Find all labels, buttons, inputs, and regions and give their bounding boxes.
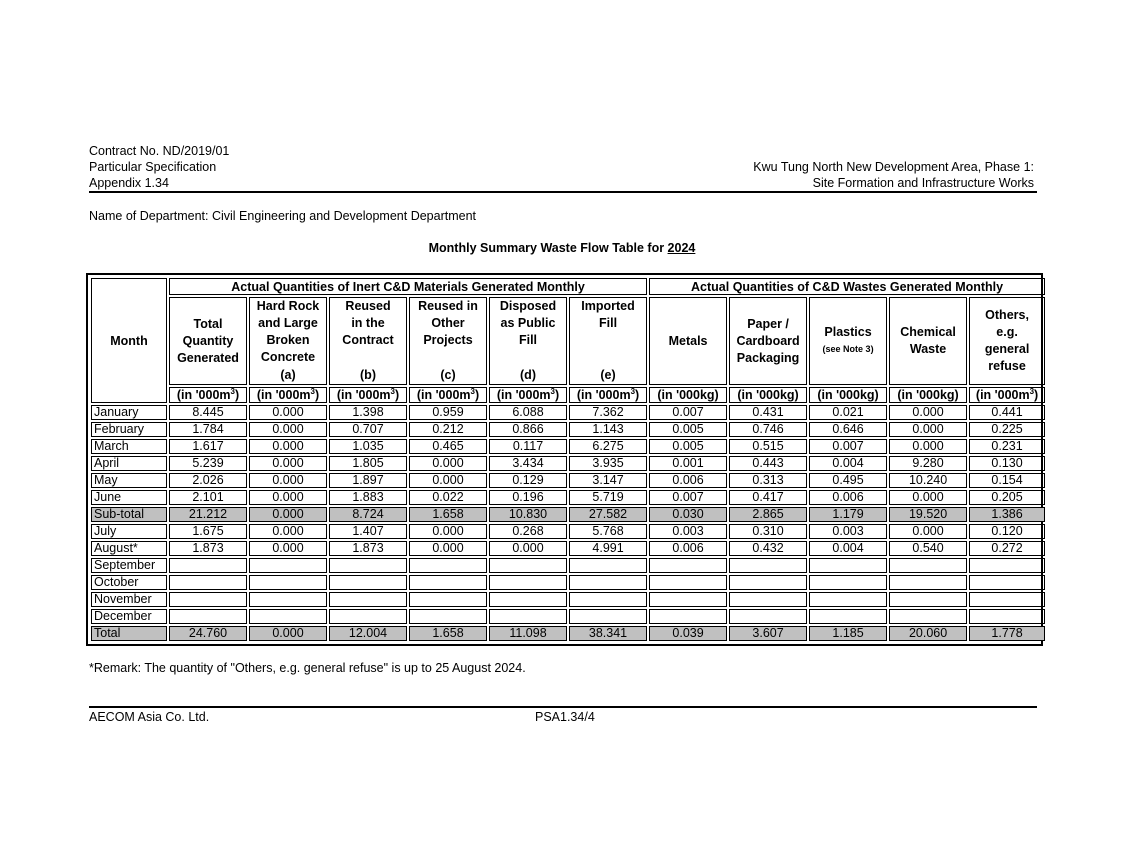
month-cell: December [91, 609, 167, 624]
column-header-line: e.g. [996, 325, 1018, 339]
value-cell: 0.000 [409, 541, 487, 556]
month-cell: April [91, 456, 167, 471]
unit-label [809, 387, 887, 403]
unit-close: ) [635, 388, 640, 402]
column-header [569, 297, 647, 385]
column-header [409, 297, 487, 385]
value-cell [649, 558, 727, 573]
value-cell [489, 609, 567, 624]
value-cell [729, 558, 807, 573]
value-cell: 20.060 [889, 626, 967, 641]
unit-label [329, 387, 407, 403]
unit-text: (in '000kg) [817, 388, 879, 402]
column-code: (e) [600, 368, 616, 382]
value-cell: 10.240 [889, 473, 967, 488]
value-cell [969, 609, 1045, 624]
value-cell: 1.143 [569, 422, 647, 437]
value-cell: 1.778 [969, 626, 1045, 641]
value-cell [489, 575, 567, 590]
value-cell: 0.310 [729, 524, 807, 539]
value-cell [889, 558, 967, 573]
value-cell: 0.000 [409, 524, 487, 539]
value-cell [169, 609, 247, 624]
column-header [169, 297, 247, 385]
table-row [91, 609, 1045, 624]
column-header-line: Paper / [747, 316, 789, 331]
table-row [91, 490, 1045, 505]
unit-superscript: 3 [310, 386, 315, 396]
cd-wastes-group-header: Actual Quantities of C&D Wastes Generated Monthly [649, 278, 1045, 295]
value-cell [729, 575, 807, 590]
value-cell: 0.007 [649, 405, 727, 420]
month-cell: August* [91, 541, 167, 556]
unit-text: (in '000m [576, 388, 631, 402]
column-header-line: Plastics [824, 325, 872, 339]
value-cell: 0.000 [889, 422, 967, 437]
value-cell: 0.000 [249, 422, 327, 437]
value-cell: 6.275 [569, 439, 647, 454]
value-cell [809, 575, 887, 590]
value-cell [249, 558, 327, 573]
value-cell: 0.000 [249, 456, 327, 471]
value-cell [569, 592, 647, 607]
header-divider [89, 191, 1037, 193]
column-header [649, 297, 727, 385]
unit-label [409, 387, 487, 403]
value-cell: 0.000 [889, 490, 967, 505]
value-cell: 0.268 [489, 524, 567, 539]
value-cell [409, 609, 487, 624]
unit-superscript: 3 [470, 386, 475, 396]
value-cell [249, 609, 327, 624]
column-header-line: general [984, 342, 1030, 356]
column-header-line: refuse [988, 359, 1026, 373]
value-cell: 0.417 [729, 490, 807, 505]
column-header-line: Concrete [260, 350, 316, 364]
value-cell: 0.021 [809, 405, 887, 420]
value-cell [489, 592, 567, 607]
value-cell: 0.005 [649, 422, 727, 437]
unit-label [569, 387, 647, 403]
unit-close: ) [234, 388, 240, 402]
table-row [91, 541, 1045, 556]
value-cell [969, 575, 1045, 590]
unit-label [249, 387, 327, 403]
month-cell: March [91, 439, 167, 454]
column-header [809, 297, 887, 385]
value-cell: 0.000 [249, 405, 327, 420]
value-cell: 0.431 [729, 405, 807, 420]
column-header-line: Projects [423, 333, 473, 347]
value-cell [329, 558, 407, 573]
value-cell: 1.398 [329, 405, 407, 420]
waste-flow-table-container [86, 273, 1043, 646]
value-cell: 0.004 [809, 456, 887, 471]
column-header-line: Contract [342, 333, 394, 347]
unit-text: (in '000kg) [897, 388, 959, 402]
footer-company: AECOM Asia Co. Ltd. [89, 710, 210, 724]
appendix-label: Appendix 1.34 [89, 176, 169, 190]
value-cell: 5.239 [169, 456, 247, 471]
table-total-row [91, 626, 1045, 641]
value-cell: 0.000 [249, 541, 327, 556]
column-header [729, 297, 807, 385]
month-cell: Sub-total [91, 507, 167, 522]
column-header [329, 297, 407, 385]
column-header-line: Chemical [900, 325, 956, 339]
unit-superscript: 3 [230, 386, 235, 396]
unit-header-row [91, 387, 1045, 403]
group-header-row [91, 278, 1045, 295]
value-cell: 3.935 [569, 456, 647, 471]
value-cell: 1.185 [809, 626, 887, 641]
value-cell: 4.991 [569, 541, 647, 556]
value-cell: 0.212 [409, 422, 487, 437]
value-cell: 0.225 [969, 422, 1045, 437]
column-header-line: Quantity [182, 333, 234, 348]
value-cell [489, 558, 567, 573]
value-cell: 0.130 [969, 456, 1045, 471]
value-cell: 2.026 [169, 473, 247, 488]
value-cell [329, 592, 407, 607]
value-cell: 1.179 [809, 507, 887, 522]
month-cell: January [91, 405, 167, 420]
unit-close: ) [1034, 388, 1039, 402]
value-cell: 0.515 [729, 439, 807, 454]
value-cell: 0.129 [489, 473, 567, 488]
column-code: (b) [360, 368, 376, 382]
unit-label [969, 387, 1045, 403]
value-cell: 0.000 [889, 405, 967, 420]
value-cell [649, 609, 727, 624]
value-cell: 0.231 [969, 439, 1045, 454]
value-cell: 0.000 [889, 524, 967, 539]
value-cell: 0.441 [969, 405, 1045, 420]
value-cell: 0.707 [329, 422, 407, 437]
column-header-line: Waste [909, 342, 947, 356]
value-cell: 1.873 [329, 541, 407, 556]
value-cell [409, 592, 487, 607]
value-cell [809, 609, 887, 624]
value-cell: 24.760 [169, 626, 247, 641]
column-code: (a) [280, 368, 296, 382]
value-cell: 0.006 [809, 490, 887, 505]
value-cell [889, 592, 967, 607]
value-cell: 0.001 [649, 456, 727, 471]
unit-label [649, 387, 727, 403]
specification-label: Particular Specification [89, 160, 217, 174]
column-header-line: Fill [599, 316, 618, 330]
unit-label [169, 387, 247, 403]
value-cell [729, 592, 807, 607]
unit-text: (in '000m [176, 388, 231, 402]
department-name: Name of Department: Civil Engineering and Development Department [89, 209, 476, 223]
column-header-line: Broken [266, 333, 310, 347]
value-cell: 38.341 [569, 626, 647, 641]
column-code: (c) [440, 368, 456, 382]
value-cell: 27.582 [569, 507, 647, 522]
value-cell [409, 558, 487, 573]
remark-note: *Remark: The quantity of "Others, e.g. general refuse" is up to 25 August 2024. [89, 661, 526, 675]
month-cell: May [91, 473, 167, 488]
value-cell: 0.000 [249, 490, 327, 505]
value-cell: 1.658 [409, 626, 487, 641]
value-cell: 8.724 [329, 507, 407, 522]
month-cell: November [91, 592, 167, 607]
value-cell: 0.006 [649, 541, 727, 556]
table-row [91, 524, 1045, 539]
value-cell: 1.407 [329, 524, 407, 539]
value-cell: 1.873 [169, 541, 247, 556]
value-cell: 0.000 [249, 439, 327, 454]
value-cell: 0.866 [489, 422, 567, 437]
document-header-left [89, 143, 229, 191]
value-cell: 2.865 [729, 507, 807, 522]
value-cell: 2.101 [169, 490, 247, 505]
value-cell [649, 592, 727, 607]
value-cell: 1.805 [329, 456, 407, 471]
value-cell: 1.675 [169, 524, 247, 539]
value-cell: 1.897 [329, 473, 407, 488]
footer-page-ref: PSA1.34/4 [535, 710, 595, 724]
value-cell [969, 558, 1045, 573]
column-header-line: Cardboard [736, 333, 800, 348]
value-cell: 0.039 [649, 626, 727, 641]
value-cell: 3.434 [489, 456, 567, 471]
value-cell: 0.000 [249, 473, 327, 488]
value-cell: 6.088 [489, 405, 567, 420]
unit-close: ) [474, 388, 480, 402]
unit-label [489, 387, 567, 403]
unit-superscript: 3 [550, 386, 555, 396]
value-cell [569, 575, 647, 590]
value-cell: 0.540 [889, 541, 967, 556]
project-title-line2: Site Formation and Infrastructure Works [812, 176, 1034, 190]
value-cell [649, 575, 727, 590]
value-cell: 0.000 [249, 626, 327, 641]
value-cell: 0.000 [409, 456, 487, 471]
column-header-line: Metals [668, 333, 708, 348]
value-cell [889, 609, 967, 624]
value-cell: 21.212 [169, 507, 247, 522]
value-cell: 0.465 [409, 439, 487, 454]
value-cell: 7.362 [569, 405, 647, 420]
value-cell: 0.272 [969, 541, 1045, 556]
value-cell: 0.000 [489, 541, 567, 556]
value-cell: 0.000 [889, 439, 967, 454]
value-cell: 0.443 [729, 456, 807, 471]
value-cell: 1.883 [329, 490, 407, 505]
unit-superscript: 3 [390, 386, 395, 396]
month-cell: June [91, 490, 167, 505]
table-title-text: Monthly Summary Waste Flow Table for [428, 241, 668, 255]
value-cell: 0.007 [649, 490, 727, 505]
value-cell: 1.386 [969, 507, 1045, 522]
value-cell: 0.154 [969, 473, 1045, 488]
value-cell: 0.007 [809, 439, 887, 454]
value-cell [969, 592, 1045, 607]
value-cell: 5.768 [569, 524, 647, 539]
table-row [91, 439, 1045, 454]
unit-text: (in '000kg) [737, 388, 799, 402]
value-cell [569, 558, 647, 573]
value-cell: 1.617 [169, 439, 247, 454]
value-cell: 8.445 [169, 405, 247, 420]
value-cell: 10.830 [489, 507, 567, 522]
value-cell: 0.000 [409, 473, 487, 488]
month-cell: October [91, 575, 167, 590]
column-header [889, 297, 967, 385]
unit-text: (in '000kg) [657, 388, 719, 402]
project-title-line1: Kwu Tung North New Development Area, Phase 1: [753, 160, 1034, 174]
value-cell: 0.205 [969, 490, 1045, 505]
value-cell: 0.196 [489, 490, 567, 505]
value-cell: 12.004 [329, 626, 407, 641]
value-cell: 1.658 [409, 507, 487, 522]
value-cell: 0.022 [409, 490, 487, 505]
value-cell: 0.006 [649, 473, 727, 488]
column-header-row [91, 297, 1045, 385]
value-cell: 5.719 [569, 490, 647, 505]
inert-materials-group-header: Actual Quantities of Inert C&D Materials Generated Monthly [169, 278, 647, 295]
unit-text: (in '000m [336, 388, 391, 402]
unit-superscript: 3 [630, 386, 636, 396]
value-cell [809, 558, 887, 573]
value-cell [569, 609, 647, 624]
value-cell [329, 609, 407, 624]
value-cell [729, 609, 807, 624]
month-cell: September [91, 558, 167, 573]
column-header-line: Disposed [499, 299, 557, 313]
table-row [91, 575, 1045, 590]
column-header-line: in the [351, 316, 385, 330]
value-cell: 0.746 [729, 422, 807, 437]
value-cell: 0.313 [729, 473, 807, 488]
value-cell: 3.607 [729, 626, 807, 641]
unit-close: ) [554, 388, 560, 402]
column-header-line: Total [193, 316, 223, 331]
unit-text: (in '000m [256, 388, 311, 402]
column-header-line: Packaging [736, 350, 800, 365]
value-cell [809, 592, 887, 607]
value-cell: 1.784 [169, 422, 247, 437]
contract-number: Contract No. ND/2019/01 [89, 144, 230, 158]
value-cell [169, 575, 247, 590]
value-cell: 0.646 [809, 422, 887, 437]
value-cell [249, 592, 327, 607]
value-cell: 0.003 [649, 524, 727, 539]
month-cell: Total [91, 626, 167, 641]
table-title [0, 241, 1124, 255]
unit-text: (in '000m [496, 388, 551, 402]
value-cell: 0.959 [409, 405, 487, 420]
footer-divider [89, 706, 1037, 708]
value-cell: 0.003 [809, 524, 887, 539]
value-cell: 0.000 [249, 507, 327, 522]
value-cell: 3.147 [569, 473, 647, 488]
value-cell: 0.120 [969, 524, 1045, 539]
column-header-note: (see Note 3) [822, 344, 874, 354]
unit-superscript: 3 [1029, 386, 1035, 396]
value-cell: 1.035 [329, 439, 407, 454]
month-cell: February [91, 422, 167, 437]
column-header-line: Other [431, 316, 465, 330]
column-header-line: and Large [258, 316, 318, 330]
document-header-right [753, 159, 1034, 191]
month-column-header: Month [91, 278, 167, 403]
table-row [91, 592, 1045, 607]
column-code: (d) [520, 368, 536, 382]
column-header-line: Fill [518, 333, 538, 347]
table-total-row [91, 507, 1045, 522]
value-cell [169, 592, 247, 607]
unit-close: ) [394, 388, 400, 402]
column-header-line: Hard Rock [256, 299, 320, 313]
value-cell [329, 575, 407, 590]
column-header-line: Generated [177, 350, 239, 365]
table-row [91, 405, 1045, 420]
table-title-year: 2024 [667, 241, 696, 255]
unit-label [889, 387, 967, 403]
column-header [969, 297, 1045, 385]
value-cell: 0.004 [809, 541, 887, 556]
column-header [489, 297, 567, 385]
table-row [91, 473, 1045, 488]
value-cell: 0.000 [249, 524, 327, 539]
value-cell [889, 575, 967, 590]
value-cell: 19.520 [889, 507, 967, 522]
value-cell: 0.495 [809, 473, 887, 488]
column-header-line: Others, [985, 308, 1029, 322]
unit-text: (in '000m [975, 388, 1030, 402]
table-row [91, 456, 1045, 471]
table-body [91, 405, 1045, 641]
unit-close: ) [314, 388, 320, 402]
month-cell: July [91, 524, 167, 539]
table-row [91, 422, 1045, 437]
column-header-line: Reused in [418, 299, 478, 313]
value-cell [169, 558, 247, 573]
unit-text: (in '000m [416, 388, 471, 402]
value-cell [409, 575, 487, 590]
value-cell: 9.280 [889, 456, 967, 471]
waste-flow-table [89, 276, 1047, 643]
table-row [91, 558, 1045, 573]
unit-label [729, 387, 807, 403]
value-cell: 0.005 [649, 439, 727, 454]
value-cell: 0.432 [729, 541, 807, 556]
column-header-line: Imported [581, 299, 635, 313]
value-cell: 0.030 [649, 507, 727, 522]
value-cell: 11.098 [489, 626, 567, 641]
column-header [249, 297, 327, 385]
column-header-line: as Public [500, 316, 556, 330]
value-cell: 0.117 [489, 439, 567, 454]
value-cell [249, 575, 327, 590]
column-header-line: Reused [345, 299, 391, 313]
